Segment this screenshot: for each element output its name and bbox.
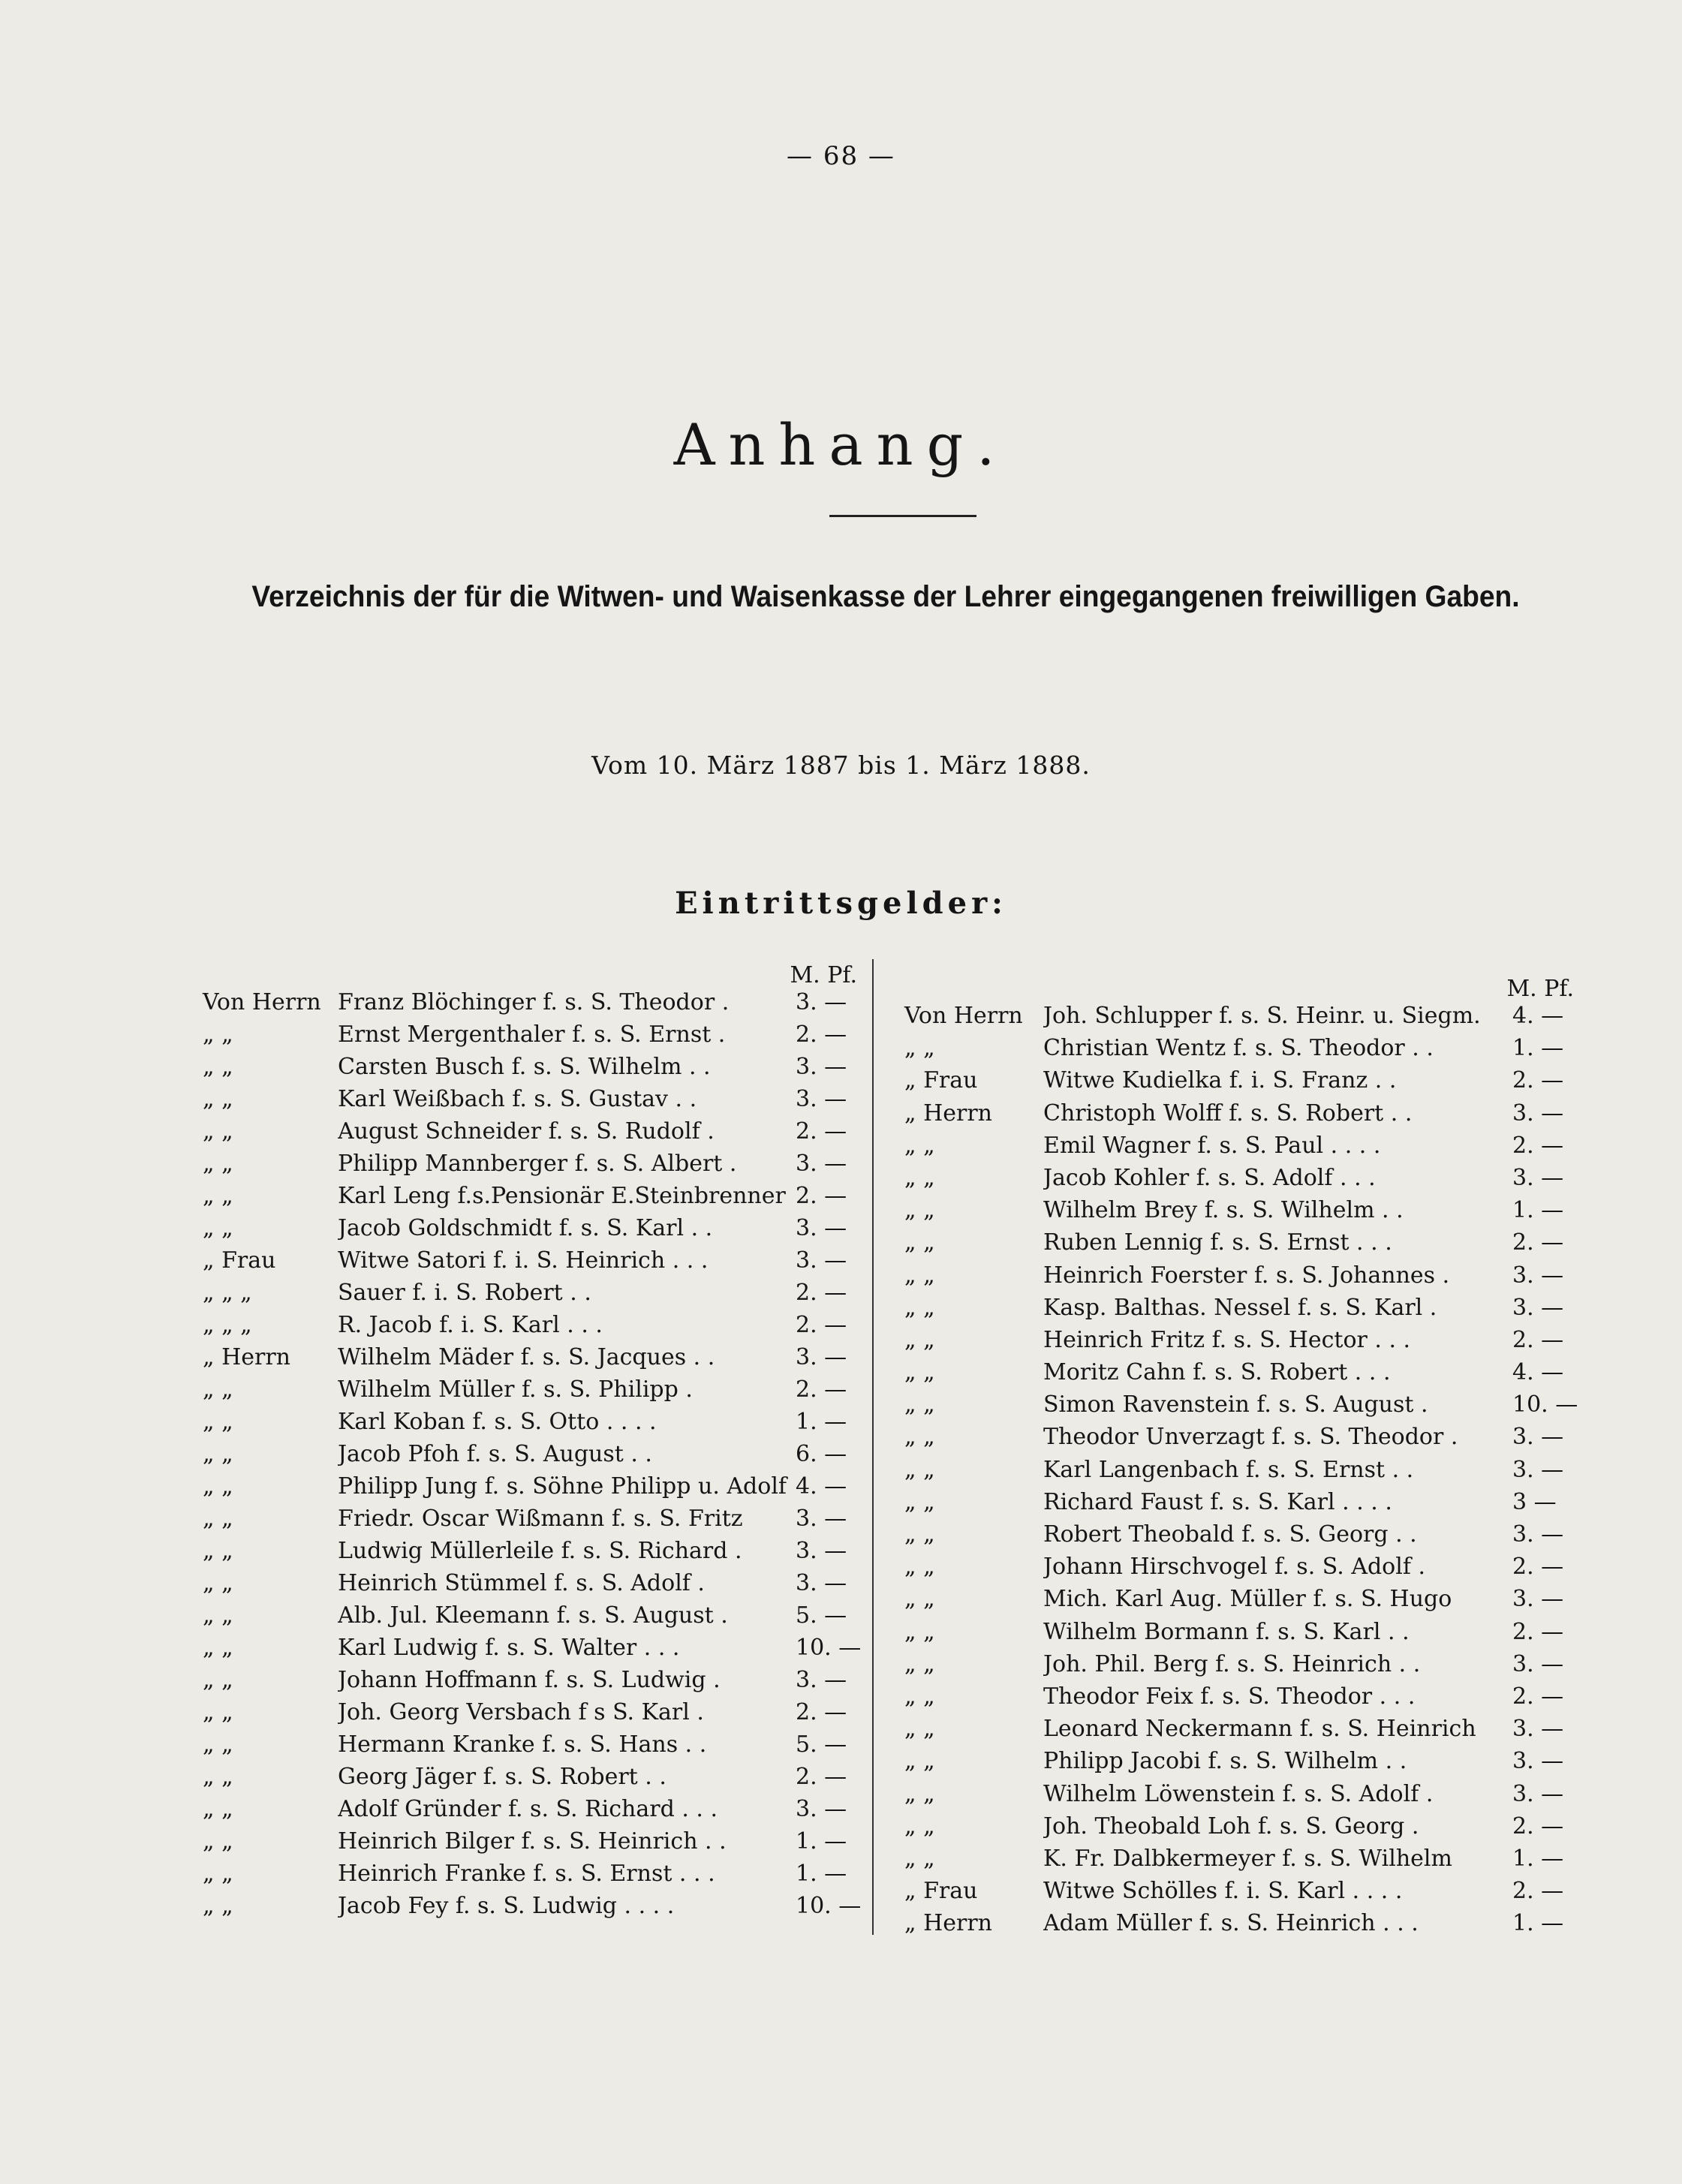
donation-entry [904,1327,1595,1359]
entry-amount: 3. — [796,1570,847,1596]
page-number: — 68 — [787,141,895,171]
donation-entry [203,1215,878,1247]
entry-amount: 2. — [796,1312,847,1338]
entry-amount: 3. — [796,1538,847,1564]
entry-name: Kasp. Balthas. Nessel f. s. S. Karl . [1043,1294,1437,1321]
entry-amount: 2. — [796,1376,847,1403]
entry-prefix: „ „ [904,1391,935,1418]
donation-entry [904,1813,1595,1846]
donation-entry [904,1359,1595,1391]
donation-entry [203,1731,878,1764]
entry-amount: 10. — [796,1893,862,1919]
entry-prefix: „ „ [904,1683,935,1710]
donation-entry [203,1893,878,1925]
entry-amount: 5. — [796,1731,847,1758]
entry-amount: 2. — [1512,1618,1564,1645]
entry-name: Emil Wagner f. s. S. Paul . . . . [1043,1132,1381,1159]
entry-amount: 3. — [796,1215,847,1241]
left-currency-header: M. Pf. [790,962,857,988]
donation-entry [203,1570,878,1602]
entry-amount: 3. — [1512,1456,1564,1483]
entry-prefix: „ „ [203,1021,233,1048]
entry-name: Philipp Jung f. s. Söhne Philipp u. Adolf [338,1473,787,1500]
donation-entry [904,1878,1595,1910]
donation-entry [203,1473,878,1506]
entry-prefix: „ „ [203,1506,233,1532]
entry-prefix: „ „ [904,1716,935,1743]
entry-name: Heinrich Foerster f. s. S. Johannes . [1043,1262,1450,1289]
donation-entry [904,1391,1595,1424]
donation-entry [203,1635,878,1667]
entry-name: Philipp Mannberger f. s. S. Albert . [338,1151,737,1177]
entry-name: Mich. Karl Aug. Müller f. s. S. Hugo [1043,1586,1452,1613]
donation-entry [904,1003,1595,1035]
entry-name: Franz Blöchinger f. s. S. Theodor . [338,989,730,1015]
donation-entry [203,1376,878,1409]
entry-prefix: „ „ [203,1086,233,1112]
donation-entry [904,1554,1595,1586]
entry-prefix: „ „ [203,1473,233,1500]
entry-amount: 1. — [796,1828,847,1855]
entry-prefix: „ Frau [904,1878,978,1905]
donation-entry [203,1312,878,1344]
entry-prefix: „ „ [203,1151,233,1177]
left-entry-list [203,989,878,1925]
entry-name: Ludwig Müllerleile f. s. S. Richard . [338,1538,742,1564]
entry-amount: 3. — [796,1247,847,1274]
entry-name: Witwe Satori f. i. S. Heinrich . . . [338,1247,709,1274]
entry-name: Adolf Gründer f. s. S. Richard . . . [338,1796,718,1822]
entry-prefix: „ „ [203,1441,233,1467]
entry-name: Jacob Pfoh f. s. S. August . . [338,1441,652,1467]
entry-name: Ernst Mergenthaler f. s. S. Ernst . [338,1021,726,1048]
donation-entry [203,1280,878,1312]
entry-name: Theodor Unverzagt f. s. S. Theodor . [1043,1424,1458,1451]
entry-prefix: „ „ [203,1183,233,1209]
entry-prefix: „ Frau [904,1067,978,1094]
entry-prefix: „ „ [904,1586,935,1613]
column-divider [872,959,874,1935]
entry-name: R. Jacob f. i. S. Karl . . . [338,1312,603,1338]
entry-prefix: „ Herrn [904,1100,992,1127]
donation-entry [904,1165,1595,1197]
entry-name: Joh. Phil. Berg f. s. S. Heinrich . . [1043,1650,1421,1677]
entry-prefix: „ „ [203,1570,233,1596]
entry-amount: 2. — [1512,1067,1564,1094]
donation-entry [203,1344,878,1376]
donation-entry [203,1538,878,1570]
entry-name: K. Fr. Dalbkermeyer f. s. S. Wilhelm [1043,1845,1452,1872]
donation-entry [904,1781,1595,1813]
donation-entry [904,1295,1595,1327]
entry-amount: 3. — [796,1344,847,1370]
entry-amount: 2. — [796,1183,847,1209]
entry-amount: 3. — [796,1796,847,1822]
entry-name: Moritz Cahn f. s. S. Robert . . . [1043,1359,1391,1386]
entry-prefix: „ „ [203,1796,233,1822]
donation-entry [203,1118,878,1151]
entry-amount: 3 — [1512,1488,1557,1515]
entry-prefix: „ „ [904,1359,935,1386]
entry-amount: 3. — [1512,1748,1564,1775]
title-rule [829,515,976,517]
donation-entry [203,1247,878,1280]
entry-name: Ruben Lennig f. s. S. Ernst . . . [1043,1229,1392,1256]
entry-prefix: „ „ [203,1376,233,1403]
entry-prefix: „ „ [203,1538,233,1564]
right-column [904,976,1595,1942]
entry-name: Wilhelm Mäder f. s. S. Jacques . . [338,1344,715,1370]
entry-name: Carsten Busch f. s. S. Wilhelm . . [338,1054,711,1080]
entry-name: Joh. Georg Versbach f s S. Karl . [338,1699,704,1725]
donation-entry [203,1441,878,1473]
donation-entry [203,1086,878,1118]
entry-prefix: „ „ [904,1521,935,1548]
entry-prefix: Von Herrn [904,1003,1023,1029]
entry-amount: 1. — [1512,1845,1564,1872]
entry-amount: 3. — [1512,1100,1564,1127]
entry-name: Wilhelm Brey f. s. S. Wilhelm . . [1043,1197,1404,1224]
entry-name: Friedr. Oscar Wißmann f. s. S. Fritz [338,1506,743,1532]
entry-prefix: „ „ [203,1635,233,1661]
right-currency-header: M. Pf. [1506,976,1574,1002]
donation-entry [904,1133,1595,1165]
entry-name: Witwe Kudielka f. i. S. Franz . . [1043,1067,1397,1094]
entry-prefix: „ „ [203,1731,233,1758]
entry-amount: 3. — [1512,1716,1564,1743]
entry-prefix: „ „ [904,1488,935,1515]
entry-amount: 3. — [1512,1780,1564,1807]
entry-name: Karl Ludwig f. s. S. Walter . . . [338,1635,680,1661]
anhang-title: Anhang. [673,411,1009,478]
entry-name: Karl Weißbach f. s. S. Gustav . . [338,1086,697,1112]
donation-entry [203,1183,878,1215]
entry-prefix: „ „ [904,1748,935,1775]
donation-entry [203,1151,878,1183]
entry-amount: 3. — [1512,1586,1564,1613]
entry-amount: 2. — [1512,1326,1564,1353]
entry-name: Heinrich Stümmel f. s. S. Adolf . [338,1570,705,1596]
donation-entry [904,1262,1595,1295]
entry-name: Karl Koban f. s. S. Otto . . . . [338,1409,657,1435]
entry-amount: 2. — [796,1280,847,1306]
entry-prefix: „ „ [904,1035,935,1062]
entry-amount: 2. — [1512,1554,1564,1581]
entry-amount: 3. — [796,989,847,1015]
entry-name: Johann Hoffmann f. s. S. Ludwig . [338,1667,721,1693]
entry-prefix: „ „ [203,1118,233,1145]
right-entry-list [904,1003,1595,1942]
entry-name: Wilhelm Bormann f. s. S. Karl . . [1043,1618,1410,1645]
donation-entry [203,1409,878,1441]
entry-name: Robert Theobald f. s. S. Georg . . [1043,1521,1417,1548]
entry-amount: 4. — [796,1473,847,1500]
entry-amount: 2. — [796,1699,847,1725]
entry-name: Theodor Feix f. s. S. Theodor . . . [1043,1683,1416,1710]
entry-amount: 3. — [1512,1650,1564,1677]
entry-prefix: „ „ [904,1262,935,1289]
entry-prefix: „ „ „ [203,1280,252,1306]
entry-name: Karl Langenbach f. s. S. Ernst . . [1043,1456,1414,1483]
entry-amount: 5. — [796,1602,847,1629]
entry-amount: 1. — [796,1409,847,1435]
entry-name: Christian Wentz f. s. S. Theodor . . [1043,1035,1434,1062]
entry-name: Wilhelm Löwenstein f. s. S. Adolf . [1043,1780,1434,1807]
donation-entry [203,1054,878,1086]
donation-entry [904,1100,1595,1133]
donation-entry [904,1748,1595,1780]
entry-amount: 1. — [1512,1035,1564,1062]
entry-name: Witwe Schölles f. i. S. Karl . . . . [1043,1878,1403,1905]
donation-entry [203,989,878,1021]
donation-entry [904,1067,1595,1100]
entry-prefix: „ „ [904,1197,935,1224]
entry-name: Jacob Goldschmidt f. s. S. Karl . . [338,1215,713,1241]
entry-prefix: „ „ [203,1215,233,1241]
entry-prefix: „ „ [904,1554,935,1581]
donation-entry [904,1586,1595,1618]
donation-entry [203,1602,878,1635]
entry-amount: 1. — [1512,1910,1564,1937]
entry-name: Johann Hirschvogel f. s. S. Adolf . [1043,1554,1426,1581]
donation-entry [904,1683,1595,1716]
entry-amount: 3. — [796,1086,847,1112]
entry-prefix: „ „ [904,1424,935,1451]
entry-prefix: „ „ [904,1650,935,1677]
donation-entry [904,1716,1595,1748]
entry-prefix: „ „ [203,1764,233,1790]
entry-prefix: „ Herrn [904,1910,992,1937]
entry-prefix: „ „ [904,1164,935,1191]
donation-entry [203,1828,878,1861]
donation-entry [203,1861,878,1893]
donation-entry [904,1197,1595,1229]
entry-prefix: Von Herrn [203,989,321,1015]
donation-entry [904,1910,1595,1942]
entry-name: Simon Ravenstein f. s. S. August . [1043,1391,1428,1418]
entry-amount: 2. — [796,1118,847,1145]
donation-entry [203,1796,878,1828]
donation-entry [203,1667,878,1699]
donation-entry [203,1506,878,1538]
entry-prefix: „ „ [904,1456,935,1483]
entry-name: Jacob Kohler f. s. S. Adolf . . . [1043,1164,1376,1191]
entry-amount: 10. — [796,1635,862,1661]
entry-prefix: „ „ [203,1893,233,1919]
entry-name: Adam Müller f. s. S. Heinrich . . . [1043,1910,1419,1937]
entry-prefix: „ „ [904,1845,935,1872]
entry-name: Heinrich Bilger f. s. S. Heinrich . . [338,1828,727,1855]
entry-name: Joh. Theobald Loh f. s. S. Georg . [1043,1812,1419,1840]
entry-amount: 2. — [1512,1229,1564,1256]
entry-amount: 1. — [1512,1197,1564,1224]
entry-amount: 3. — [796,1054,847,1080]
entry-prefix: „ „ [203,1667,233,1693]
entry-amount: 1. — [796,1861,847,1887]
entry-name: Jacob Fey f. s. S. Ludwig . . . . [338,1893,675,1919]
entry-amount: 2. — [796,1764,847,1790]
donation-entry [904,1424,1595,1456]
entry-prefix: „ „ [203,1861,233,1887]
donation-entry [904,1035,1595,1067]
entry-prefix: „ „ [203,1602,233,1629]
entry-name: Heinrich Franke f. s. S. Ernst . . . [338,1861,715,1887]
entry-prefix: „ „ [904,1618,935,1645]
section-title-eintrittsgelder: Eintrittsgelder: [675,886,1007,921]
entry-amount: 3. — [796,1151,847,1177]
donation-entry [904,1619,1595,1651]
document-heading: Verzeichnis der für die Witwen- und Waisenkasse der Lehrer eingegangenen freiwilligen Gaben. [251,580,1520,613]
entry-prefix: „ „ [904,1294,935,1321]
entry-amount: 3. — [1512,1262,1564,1289]
donation-entry [904,1521,1595,1554]
entry-amount: 2. — [1512,1683,1564,1710]
entry-name: Wilhelm Müller f. s. S. Philipp . [338,1376,693,1403]
donation-entry [203,1764,878,1796]
entry-prefix: „ Herrn [203,1344,290,1370]
entry-prefix: „ „ [904,1229,935,1256]
entry-name: Georg Jäger f. s. S. Robert . . [338,1764,666,1790]
entry-name: Joh. Schlupper f. s. S. Heinr. u. Siegm. [1043,1003,1481,1029]
donation-entry [203,1021,878,1054]
entry-amount: 4. — [1512,1359,1564,1386]
period-line: Vom 10. März 1887 bis 1. März 1888. [591,751,1091,780]
entry-prefix: „ „ [904,1812,935,1840]
entry-name: Leonard Neckermann f. s. S. Heinrich [1043,1716,1476,1743]
donation-entry [904,1846,1595,1878]
donation-entry [904,1489,1595,1521]
entry-name: Alb. Jul. Kleemann f. s. S. August . [338,1602,728,1629]
donation-entry [904,1229,1595,1262]
entry-prefix: „ „ [203,1054,233,1080]
entry-amount: 6. — [796,1441,847,1467]
left-column [203,962,878,1925]
entry-amount: 2. — [1512,1132,1564,1159]
entry-amount: 3. — [796,1506,847,1532]
donation-entry [904,1651,1595,1683]
entry-prefix: „ Frau [203,1247,276,1274]
entry-name: Sauer f. i. S. Robert . . [338,1280,591,1306]
entry-prefix: „ „ [203,1828,233,1855]
entry-amount: 2. — [1512,1812,1564,1840]
entry-amount: 3. — [1512,1424,1564,1451]
entry-prefix: „ „ [203,1409,233,1435]
entry-amount: 3. — [1512,1164,1564,1191]
entry-amount: 3. — [1512,1294,1564,1321]
entry-prefix: „ „ [904,1780,935,1807]
entry-name: Christoph Wolff f. s. S. Robert . . [1043,1100,1413,1127]
entry-amount: 4. — [1512,1003,1564,1029]
entry-prefix: „ „ „ [203,1312,252,1338]
entry-name: Philipp Jacobi f. s. S. Wilhelm . . [1043,1748,1407,1775]
entry-amount: 2. — [1512,1878,1564,1905]
entry-amount: 3. — [1512,1521,1564,1548]
donation-entry [904,1457,1595,1489]
entry-name: Richard Faust f. s. S. Karl . . . . [1043,1488,1392,1515]
entry-name: Heinrich Fritz f. s. S. Hector . . . [1043,1326,1411,1353]
entry-prefix: „ „ [904,1132,935,1159]
entry-prefix: „ „ [904,1326,935,1353]
entry-name: August Schneider f. s. S. Rudolf . [338,1118,715,1145]
entry-prefix: „ „ [203,1699,233,1725]
donation-entry [203,1699,878,1731]
entry-name: Karl Leng f.s.Pensionär E.Steinbrenner [338,1183,786,1209]
entry-amount: 10. — [1512,1391,1578,1418]
entry-name: Hermann Kranke f. s. S. Hans . . [338,1731,707,1758]
entry-amount: 3. — [796,1667,847,1693]
entry-amount: 2. — [796,1021,847,1048]
